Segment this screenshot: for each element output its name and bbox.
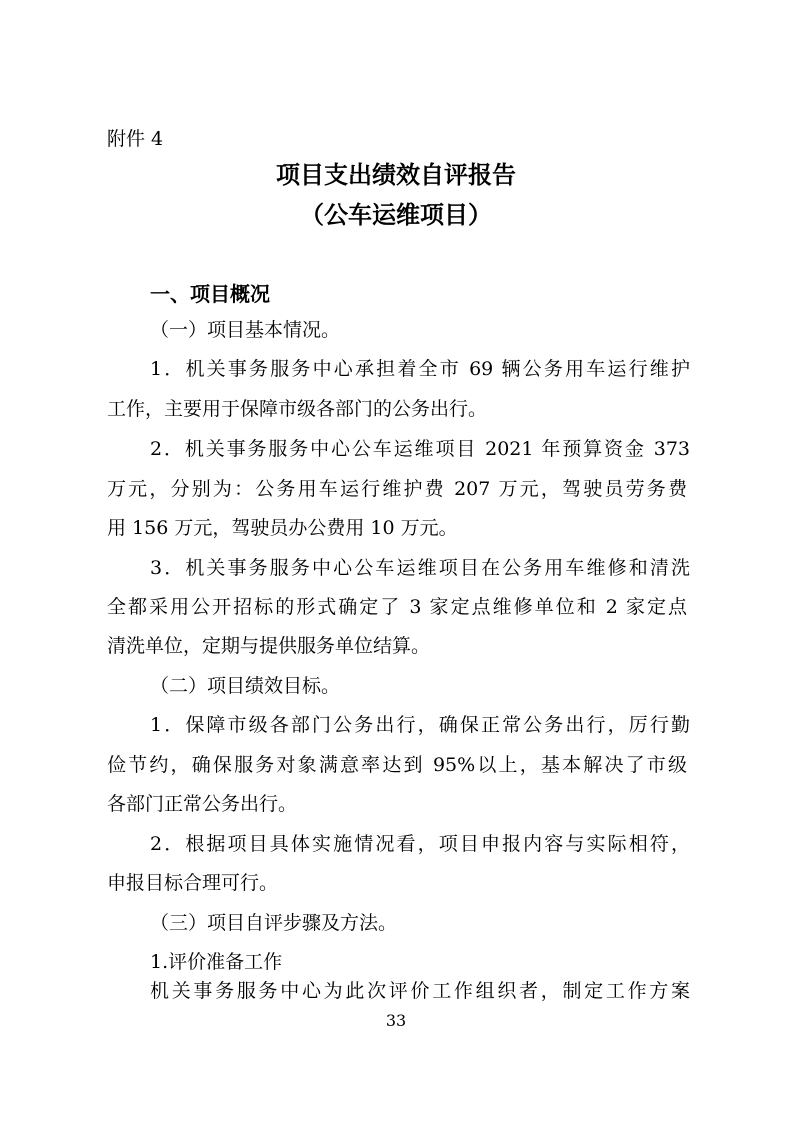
- attachment-label: 附件 4: [107, 128, 164, 150]
- subsection-heading-basic-info: （一）项目基本情况。: [150, 319, 341, 341]
- paragraph-line: 3．机关事务服务中心公车运维项目在公务用车维修和清洗: [150, 557, 690, 579]
- paragraph-line: 清洗单位，定期与提供服务单位结算。: [107, 635, 431, 657]
- paragraph-line: 2．根据项目具体实施情况看，项目申报内容与实际相符，: [150, 833, 690, 855]
- paragraph-line: 1．机关事务服务中心承担着全市 69 辆公务用车运行维护: [150, 358, 690, 380]
- subsection-heading-performance-goals: （二）项目绩效目标。: [150, 675, 341, 697]
- paragraph-line: 申报目标合理可行。: [107, 872, 279, 894]
- paragraph-line: 全都采用公开招标的形式确定了 3 家定点维修单位和 2 家定点: [107, 596, 687, 618]
- paragraph-line: 1．保障市级各部门公务出行，确保正常公务出行，厉行勤: [150, 714, 690, 736]
- section-heading-overview: 一、项目概况: [150, 282, 270, 306]
- paragraph-line: 各部门正常公务出行。: [107, 793, 298, 815]
- paragraph-line: 工作，主要用于保障市级各部门的公务出行。: [107, 398, 488, 420]
- paragraph-line: 用 156 万元，驾驶员办公费用 10 万元。: [107, 517, 458, 539]
- subsection-heading-self-evaluation: （三）项目自评步骤及方法。: [150, 912, 398, 934]
- paragraph-line: 万元，分别为：公务用车运行维护费 207 万元，驾驶员劳务费: [107, 478, 687, 500]
- report-subtitle: （公车运维项目）: [300, 201, 492, 229]
- page-number: 33: [385, 1011, 407, 1030]
- paragraph-heading-evaluation-prep: 1.评价准备工作: [150, 951, 283, 973]
- paragraph-line: 2．机关事务服务中心公车运维项目 2021 年预算资金 373: [150, 438, 690, 460]
- paragraph-line: 俭节约，确保服务对象满意率达到 95%以上，基本解决了市级: [107, 754, 687, 776]
- report-title: 项目支出绩效自评报告: [276, 161, 516, 189]
- paragraph-line: 机关事务服务中心为此次评价工作组织者，制定工作方案: [150, 980, 690, 1002]
